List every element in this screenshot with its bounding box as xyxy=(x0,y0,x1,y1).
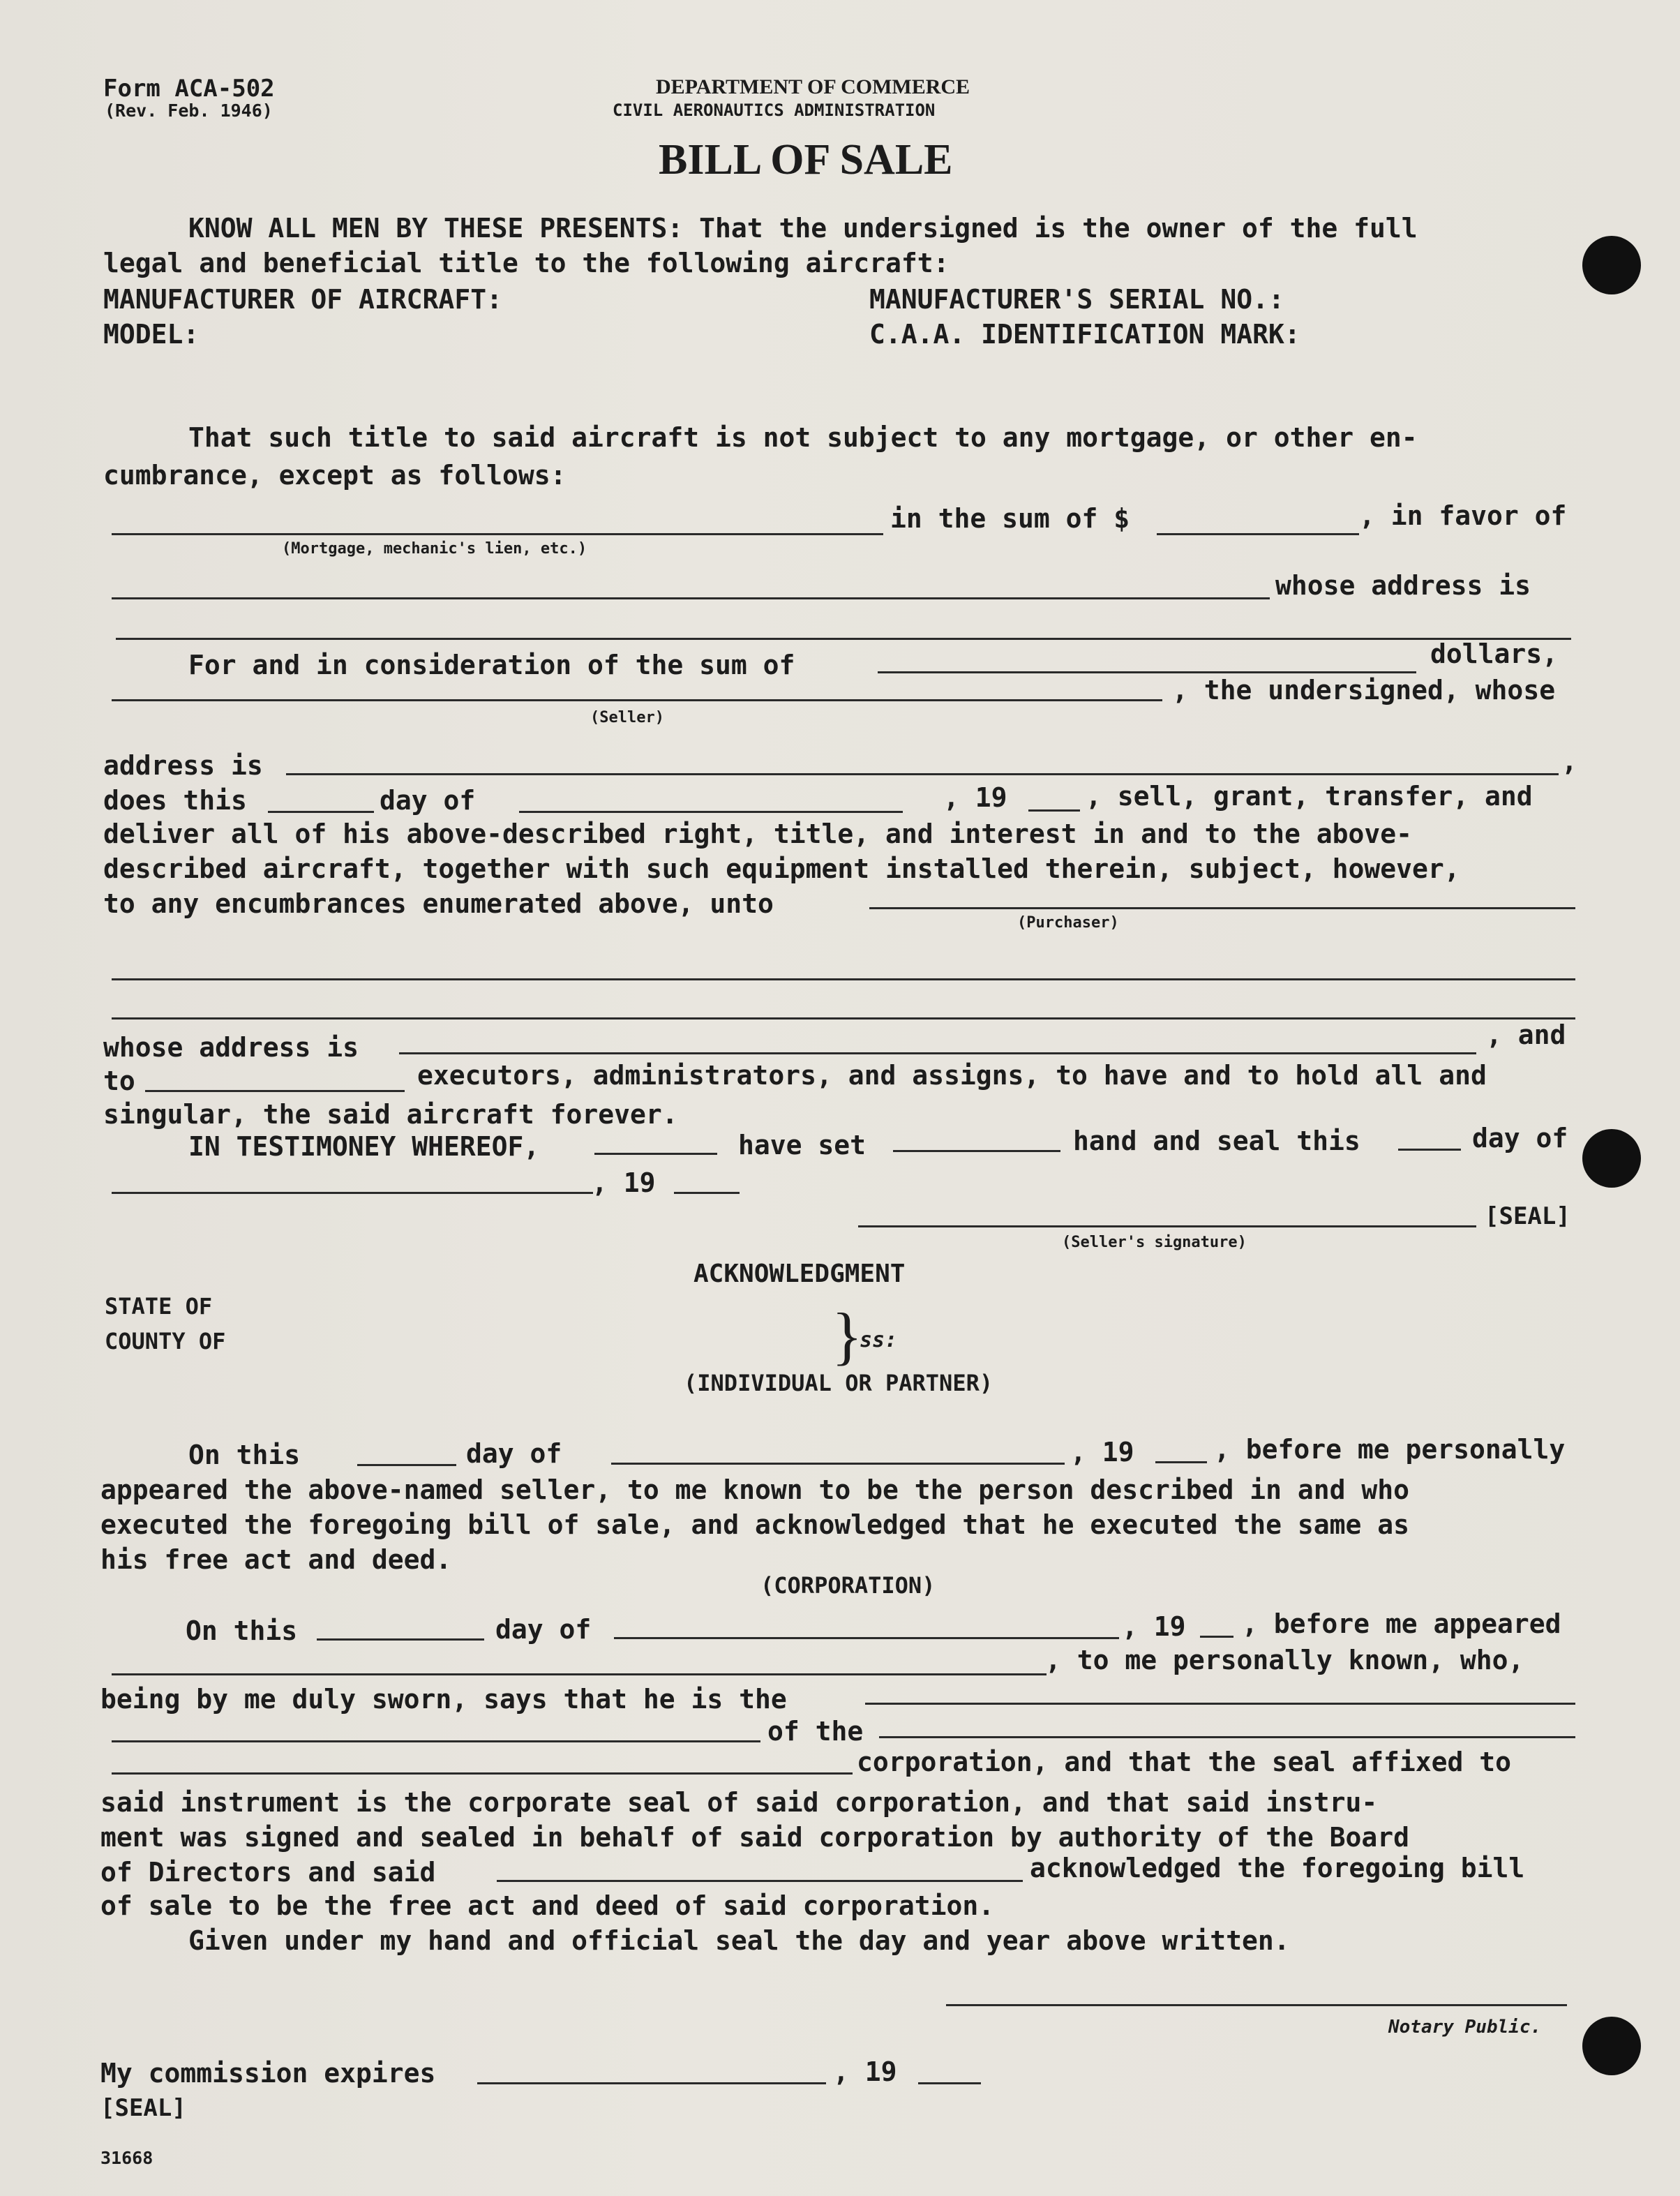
corp-para-line-3b: acknowledged the foregoing bill xyxy=(1030,1853,1525,1883)
ind-before-me-text: , before me personally xyxy=(1214,1434,1566,1465)
purchaser-name-field-2[interactable] xyxy=(112,978,1575,980)
testimony-year-prefix: , 19 xyxy=(592,1167,656,1198)
encumbrance-line-1: That such title to said aircraft is not subject to any mortgage, or other en- xyxy=(188,422,1418,453)
testimony-name-field[interactable] xyxy=(594,1153,717,1155)
corp-name-field[interactable] xyxy=(112,1772,853,1775)
sale-month-field[interactable] xyxy=(519,811,903,813)
ind-day-of-text: day of xyxy=(466,1438,562,1469)
county-of-label: COUNTY OF xyxy=(105,1328,226,1354)
form-revision: (Rev. Feb. 1946) xyxy=(105,100,273,121)
purchaser-address-text: whose address is xyxy=(103,1032,359,1063)
seller-address-field[interactable] xyxy=(286,773,1559,775)
dollars-text: dollars, xyxy=(1430,638,1559,669)
print-code: 31668 xyxy=(100,2148,153,2168)
does-this-text: does this xyxy=(103,785,247,816)
venue-brace: } xyxy=(832,1300,863,1371)
corp-of-the-text: of the xyxy=(767,1716,864,1747)
corp-para-line-4: of sale to be the free act and deed of said corporation. xyxy=(100,1890,995,1921)
singular-text: singular, the said aircraft forever. xyxy=(103,1099,678,1130)
sum-field[interactable] xyxy=(1157,533,1359,535)
corp-para-line-1: said instrument is the corporate seal of said corporation, and that said instru- xyxy=(100,1787,1378,1818)
sale-day-of-text: day of xyxy=(380,785,476,816)
notary-signature-field[interactable] xyxy=(946,2004,1567,2006)
have-set-text: have set xyxy=(738,1130,867,1160)
in-sum-text: in the sum of $ xyxy=(890,503,1130,534)
intro-line-2: legal and beneficial title to the following aircraft: xyxy=(103,248,950,278)
notary-seal-text: [SEAL] xyxy=(100,2094,186,2122)
described-line: described aircraft, together with such equipment installed therein, subject, however, xyxy=(103,853,1460,884)
seller-name-field[interactable] xyxy=(112,699,1162,701)
purchaser-address-field[interactable] xyxy=(399,1052,1476,1054)
intro-line-1: KNOW ALL MEN BY THESE PRESENTS: That the undersigned is the owner of the full xyxy=(188,213,1418,244)
testimony-day-field[interactable] xyxy=(1398,1149,1461,1151)
form-id: Form ACA-502 xyxy=(103,75,275,103)
corp-year-prefix: , 19 xyxy=(1122,1611,1186,1642)
corp-on-this-text: On this xyxy=(186,1615,298,1646)
corp-officer-title-field-3[interactable] xyxy=(879,1736,1575,1738)
deliver-line: deliver all of his above-described right, title, and interest in and to the above- xyxy=(103,819,1412,849)
ss-text: ss: xyxy=(860,1328,898,1352)
sale-day-field[interactable] xyxy=(268,811,374,813)
sale-year-prefix: , 19 xyxy=(943,782,1007,813)
ind-on-this-text: On this xyxy=(188,1440,301,1470)
corp-day-of-text: day of xyxy=(495,1614,592,1645)
corp-acknowledger-field[interactable] xyxy=(497,1880,1023,1882)
corp-month-field[interactable] xyxy=(614,1637,1119,1639)
corp-para-line-3a: of Directors and said xyxy=(100,1857,436,1888)
notary-public-label: Notary Public. xyxy=(1388,2017,1542,2038)
consideration-text: For and in consideration of the sum of xyxy=(188,650,795,680)
and-text: , and xyxy=(1486,1019,1566,1050)
lienholder-address-field[interactable] xyxy=(116,638,1571,640)
commission-expires-text: My commission expires xyxy=(100,2058,436,2089)
corp-officer-name-field[interactable] xyxy=(112,1673,1047,1675)
corp-officer-title-field[interactable] xyxy=(865,1703,1575,1705)
hand-seal-text: hand and seal this xyxy=(1073,1126,1360,1156)
testimony-text: IN TESTIMONEY WHEREOF, xyxy=(188,1131,540,1162)
corp-seal-affixed-text: corporation, and that the seal affixed to xyxy=(857,1747,1511,1777)
seller-signature-field[interactable] xyxy=(858,1225,1476,1227)
page-title: BILL OF SALE xyxy=(659,136,953,184)
encumbrances-unto-text: to any encumbrances enumerated above, unto xyxy=(103,888,774,919)
ind-year-field[interactable] xyxy=(1155,1461,1207,1463)
address-is-text: address is xyxy=(103,750,263,781)
corp-para-line-2: ment was signed and sealed in behalf of said corporation by authority of the Board xyxy=(100,1822,1409,1853)
seller-signature-caption: (Seller's signature) xyxy=(1062,1234,1247,1251)
manufacturer-label: MANUFACTURER OF AIRCRAFT: xyxy=(103,284,502,315)
address-comma: , xyxy=(1561,746,1577,777)
corp-personally-known-text: , to me personally known, who, xyxy=(1045,1645,1524,1675)
given-under-text: Given under my hand and official seal the day and year above written. xyxy=(188,1925,1290,1956)
model-label: MODEL: xyxy=(103,319,200,350)
commission-date-field[interactable] xyxy=(477,2082,826,2084)
seller-caption: (Seller) xyxy=(590,709,664,726)
corp-before-me-text: , before me appeared xyxy=(1242,1608,1561,1639)
corp-day-field[interactable] xyxy=(317,1638,484,1641)
ind-year-prefix: , 19 xyxy=(1070,1437,1134,1467)
corp-officer-title-field-2[interactable] xyxy=(112,1740,760,1742)
undersigned-whose-text: , the undersigned, whose xyxy=(1172,675,1556,705)
ind-month-field[interactable] xyxy=(611,1463,1065,1465)
seller-seal-text: [SEAL] xyxy=(1485,1202,1570,1230)
ind-day-field[interactable] xyxy=(357,1464,456,1466)
consideration-amount-field[interactable] xyxy=(878,671,1416,673)
to-text: to xyxy=(103,1066,135,1096)
department-name: DEPARTMENT OF COMMERCE xyxy=(656,75,970,98)
purchaser-name-field[interactable] xyxy=(869,907,1575,909)
encumbrance-line-2: cumbrance, except as follows: xyxy=(103,460,567,491)
sell-grant-text: , sell, grant, transfer, and xyxy=(1086,781,1533,812)
corp-sworn-text: being by me duly sworn, says that he is the xyxy=(100,1684,787,1715)
commission-year-field[interactable] xyxy=(918,2082,981,2084)
testimony-pronoun-field[interactable] xyxy=(893,1150,1060,1152)
purchaser-caption: (Purchaser) xyxy=(1017,914,1119,932)
testimony-month-field[interactable] xyxy=(112,1192,593,1194)
administration-name: CIVIL AERONAUTICS ADMINISTRATION xyxy=(613,100,936,120)
testimony-year-field[interactable] xyxy=(674,1192,740,1194)
mortgage-caption: (Mortgage, mechanic's lien, etc.) xyxy=(282,540,587,558)
executors-text: executors, administrators, and assigns, to have and to hold all and xyxy=(417,1060,1487,1091)
lienholder-field[interactable] xyxy=(112,597,1270,599)
punch-hole-bottom xyxy=(1582,2017,1641,2075)
sale-year-field[interactable] xyxy=(1028,809,1080,812)
identification-mark-label: C.A.A. IDENTIFICATION MARK: xyxy=(869,319,1300,350)
heirs-pronoun-field[interactable] xyxy=(145,1090,405,1092)
ind-para-line-1: appeared the above-named seller, to me known to be the person described in and who xyxy=(100,1474,1409,1505)
in-favor-text: , in favor of xyxy=(1359,500,1567,531)
punch-hole-middle xyxy=(1582,1129,1641,1188)
ind-para-line-3: his free act and deed. xyxy=(100,1544,452,1575)
purchaser-name-field-3[interactable] xyxy=(112,1017,1575,1019)
testimony-day-of-text: day of xyxy=(1472,1123,1568,1153)
mortgage-field[interactable] xyxy=(112,533,883,535)
acknowledgment-title: ACKNOWLEDGMENT xyxy=(693,1260,906,1288)
ind-para-line-2: executed the foregoing bill of sale, and acknowledged that he executed the same as xyxy=(100,1509,1409,1540)
corp-year-field[interactable] xyxy=(1200,1636,1233,1638)
serial-number-label: MANUFACTURER'S SERIAL NO.: xyxy=(869,284,1284,315)
individual-heading: (INDIVIDUAL OR PARTNER) xyxy=(684,1370,993,1396)
corporation-heading: (CORPORATION) xyxy=(760,1572,936,1599)
whose-address-text: whose address is xyxy=(1275,570,1531,601)
commission-year-prefix: , 19 xyxy=(833,2056,897,2087)
state-of-label: STATE OF xyxy=(105,1293,213,1320)
punch-hole-top xyxy=(1582,236,1641,294)
